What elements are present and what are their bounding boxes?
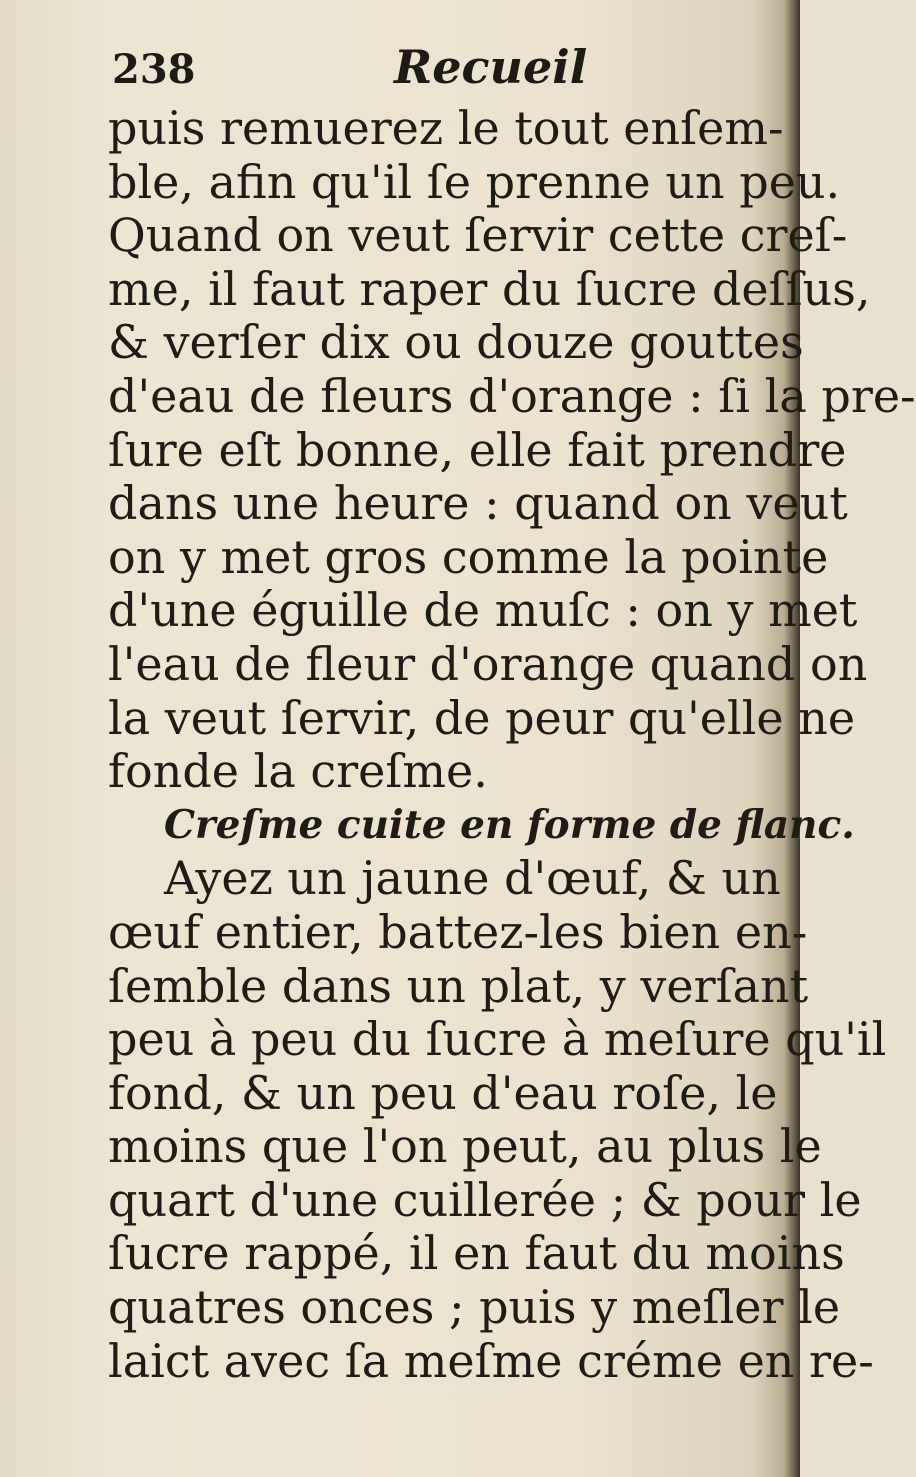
text-line: fonde la creſme. bbox=[108, 744, 488, 799]
page-number: 238 bbox=[112, 46, 196, 93]
text-line: ſucre rappé, il en faut du moins bbox=[108, 1226, 845, 1281]
text-line: ſemble dans un plat, y verſant bbox=[108, 958, 809, 1013]
text-line: l'eau de fleur d'orange quand on bbox=[108, 636, 868, 691]
text-block bbox=[108, 101, 916, 1388]
text-line: quatres onces ; puis y meſler le bbox=[108, 1280, 841, 1335]
text-line: quart d'une cuillerée ; & pour le bbox=[108, 1172, 862, 1227]
page-header bbox=[112, 36, 752, 106]
text-line: on y met gros comme la pointe bbox=[108, 529, 829, 584]
text-line: ble, afin qu'il ſe prenne un peu. bbox=[108, 154, 841, 209]
text-line: moins que l'on peut, au plus le bbox=[108, 1119, 822, 1174]
paragraph-1 bbox=[108, 101, 916, 799]
section-heading: Creſme cuite en forme de flanc. bbox=[164, 801, 855, 848]
text-line: peu à peu du ſucre à meſure qu'il bbox=[108, 1012, 887, 1067]
text-line: Ayez un jaune d'œuf, & un bbox=[164, 851, 781, 906]
running-title: Recueil bbox=[394, 40, 588, 94]
text-line: & verſer dix ou douze gouttes bbox=[108, 315, 804, 370]
text-line: dans une heure : quand on veut bbox=[108, 476, 848, 531]
paragraph-2 bbox=[108, 851, 887, 1388]
text-line: puis remuerez le tout enſem- bbox=[108, 101, 784, 155]
text-line: fond, & un peu d'eau roſe, le bbox=[108, 1065, 778, 1120]
text-line: laict avec ſa meſme créme en re- bbox=[108, 1333, 874, 1388]
text-line: d'eau de fleurs d'orange : ſi la pre- bbox=[108, 368, 916, 423]
text-line: ſure eſt bonne, elle fait prendre bbox=[108, 422, 847, 477]
text-line: me, il faut raper du ſucre deſſus, bbox=[108, 261, 871, 316]
text-line: Quand on veut ſervir cette creſ- bbox=[108, 208, 848, 263]
text-line: œuf entier, battez-les bien en- bbox=[108, 904, 808, 959]
text-line: d'une éguille de muſc : on y met bbox=[108, 583, 858, 638]
text-line: la veut ſervir, de peur qu'elle ne bbox=[108, 690, 856, 745]
